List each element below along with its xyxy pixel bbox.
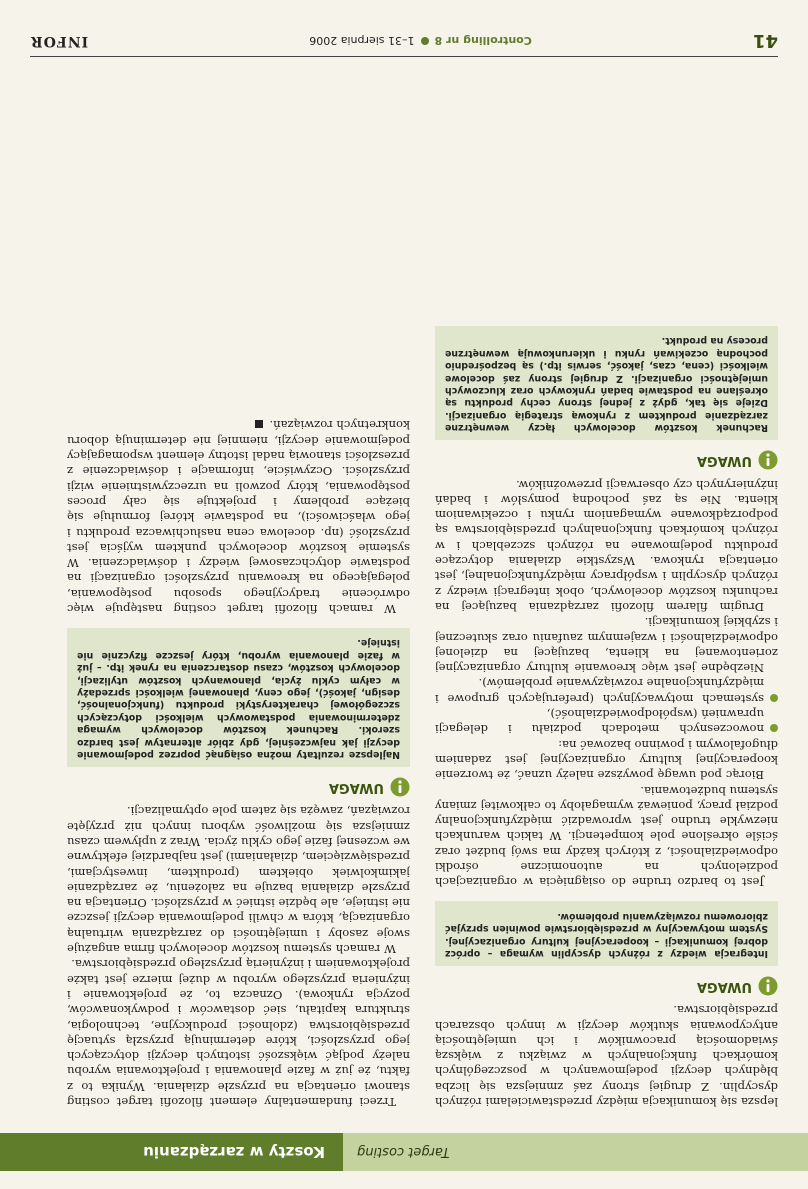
end-mark-icon [255,420,263,428]
paragraph-text: W ramach filozofii target costing następuje więc odwrócenie tradycyjnego sposobu postępowania, polegającego na kreowaniu przyszłości organizacji na podstawie dotychczasowej wiedzy i doświadczenia. W systemie kosztów docelowych punktem wyjścia jest przyszłość (np. docelowa cena nasłuchiwacza produktu i jego właściwości), na podstawie której formułuje się bieżące problemy i projektuje się cały proces postępowania, który pozwoli na urzeczywistnienie wizji przyszłości. Oczywiście, informacje i doświadczenie z przeszłości stanowią nadal istotny element wspomagający podejmowanie decyzji, niemniej nie determinują doboru konkretnych rozwiązań. [67,418,410,616]
exclamation-icon [390,777,410,797]
paragraph [67,417,410,616]
bullet-dot-icon [770,724,778,732]
paragraph: Jest to bardzo trudne do osiągnięcia w organizacjach podzielonych na autonomiczne ośrodki odpowiedzialności, z których każdy ma swój budżet oraz ściśle określone pole kompetencji. W takich warunkach niezwykle trudno jest wprowadzić międzyfunkcjonalny podział pracy, ponieważ wymagałoby to całkowitej zmiany systemu budżetowania. [435,783,778,890]
uwaga-heading [435,976,778,996]
uwaga-label: UWAGA [696,978,752,994]
issue-date: 1–31 sierpnia 2006 [309,34,415,48]
note-box: Rachunek kosztów docelowych łączy wewnętrzne zarządzanie produktem z rynkową strategią organizacji. Dzieje się tak, gdyż z jednej strony cechy produktu są określane na podstawie badań rynkowych oraz kluczowych umiejętności organizacji. Z drugiej strony zaś docelowe wielkości (cena, czas, jakość, serwis itp.) są bezpośrednio pochodną oczekiwań rynku i ukierunkowują wewnętrzne procesy na produkt. [435,326,778,440]
section-header [0,1133,808,1171]
paragraph: W ramach systemu kosztów docelowych firma angażuje swoje zasoby i umiejętności do zarządzania wirtualną organizacją, która w chwili podejmowania decyzji jeszcze nie istnieje, ale będzie istnieć w przyszłości. Orientacja na przyszłe działania bazuje na założeniu, że zarządzanie jakimkolwiek obiektem (produktem, inwestycjami, przedsięwzięciem, działaniami) jest najbardziej efektywne we wczesnej fazie jego cyklu życia. Wraz z upływem czasu zmniejsza się możliwość wyboru innych niż przyjęte rozwiązań, zawęża się zatem pole optymalizacji. [67,804,410,957]
exclamation-icon [758,976,778,996]
exclamation-icon [758,450,778,470]
list-item [435,675,778,706]
uwaga-label: UWAGA [696,452,752,468]
page-number: 41 [752,30,778,52]
list-item-text: nowoczesnych metodach podziału i delegacji uprawnień (współodpowiedzialność), [435,707,764,737]
paragraph: Drugim filarem filozofii zarządzania bazującej na rachunku kosztów docelowych, obok integracji wiedzy z różnych dyscyplin i współpracy międzyfunkcjonalnej, jest orientacja rynkowa. Wszystkie działania dotyczące produktu podejmowane na różnych szczeblach i w różnych komórkach funkcjonalnych przedsiębiorstwa są podporządkowane wymaganiom rynku i oczekiwaniom klienta. Nie są zaś pochodną pomysłów i badań inżynierynych czy obserwacji przewoźników. [435,477,778,614]
journal-name: Controlling nr 8 [434,34,532,48]
note-box: Integracja wiedzy z różnych dyscyplin wymaga – oprócz dobrej komunikacji – kooperacyjnej kultury organizacyjnej. System motywacyjny w przedsiębiorstwie powinien sprzyjać zbiorowemu rozwiązywaniu problemów. [435,901,778,966]
paragraph: Biorąc pod uwagę powyższe należy uznać, że tworzenie kooperacyjnej kultury organizacyjnej jest zadaniem długofalowym i powinno bazować na: [435,737,778,783]
page-footer [30,26,778,57]
paragraph: Niezbędne jest więc kreowanie kultury organizacyjnej zorientowanej na klienta, bazującej na dzielonej odpowiedzialności i wzajemnym zaufaniu oraz skutecznej i szybkiej komunikacji. [435,615,778,676]
publisher-logo: INFOR [30,33,89,49]
section-title: Koszty w zarządzaniu [0,1133,343,1171]
right-column [67,109,410,1109]
left-column [435,109,778,1109]
bullet-dot-icon [770,694,778,702]
journal-info [309,35,532,48]
list-item [435,706,778,737]
section-label: Target costing [343,1133,808,1171]
note-box: Najlepsze rezultaty można osiągnąć poprzez podejmowanie decyzji jak najwcześniej, gdy zbiór alternatyw jest bardzo szeroki. Rachunek kosztów docelowych wymaga zdeterminowania podstawowych wielkości dotyczących szczegółowej charakterystyki produktu (funkcjonalność, design, jakość), jego ceny, planowanej wielkości sprzedaży w całym cyklu życia, planowanych kosztów utylizacji, docelowych kosztów, czasu dostarczenia na rynek itp. – już w fazie planowania wyrobu, który jeszcze fizycznie nie istnieje. [67,628,410,767]
uwaga-label: UWAGA [328,779,384,795]
uwaga-heading [435,450,778,470]
paragraph: Trzeci fundamentalny element filozofii target costing stanowi orientacja na przyszłe działania. Wynika to z faktu, że już w fazie planowania i projektowania wyrobu należy podjąć większość istotnych decyzji dotyczących jego przyszłości, które determinują przyszłą sytuację przedsiębiorstwa (zdolności produkcyjne, technologia, struktura kapitału, sieć dostawców i podwykonawców, pozycja rynkowa). Oznacza to, że projektowanie i inżynieria przyszłego wyrobu w dużej mierze jest także projektowaniem i inżynierią przyszłego przedsiębiorstwa. [67,957,410,1109]
paragraph: lepsza się komunikacja między przedstawicielami różnych dyscyplin. Z drugiej strony zaś zmniejsza się liczba błędnych decyzji podejmowanych w poszczególnych komórkach funkcjonalnych w związku z większą świadomością pracowników i ich umiejętnością antycypowania skutków decyzji w innych obszarach przedsiębiorstwa. [435,1003,778,1109]
uwaga-heading [67,777,410,797]
list-item-text: systemach motywacyjnych (preferujących grupowe i międzyfunkcjonalne rozwiązywanie problemów). [435,676,764,706]
separator-dot-icon [421,37,429,45]
